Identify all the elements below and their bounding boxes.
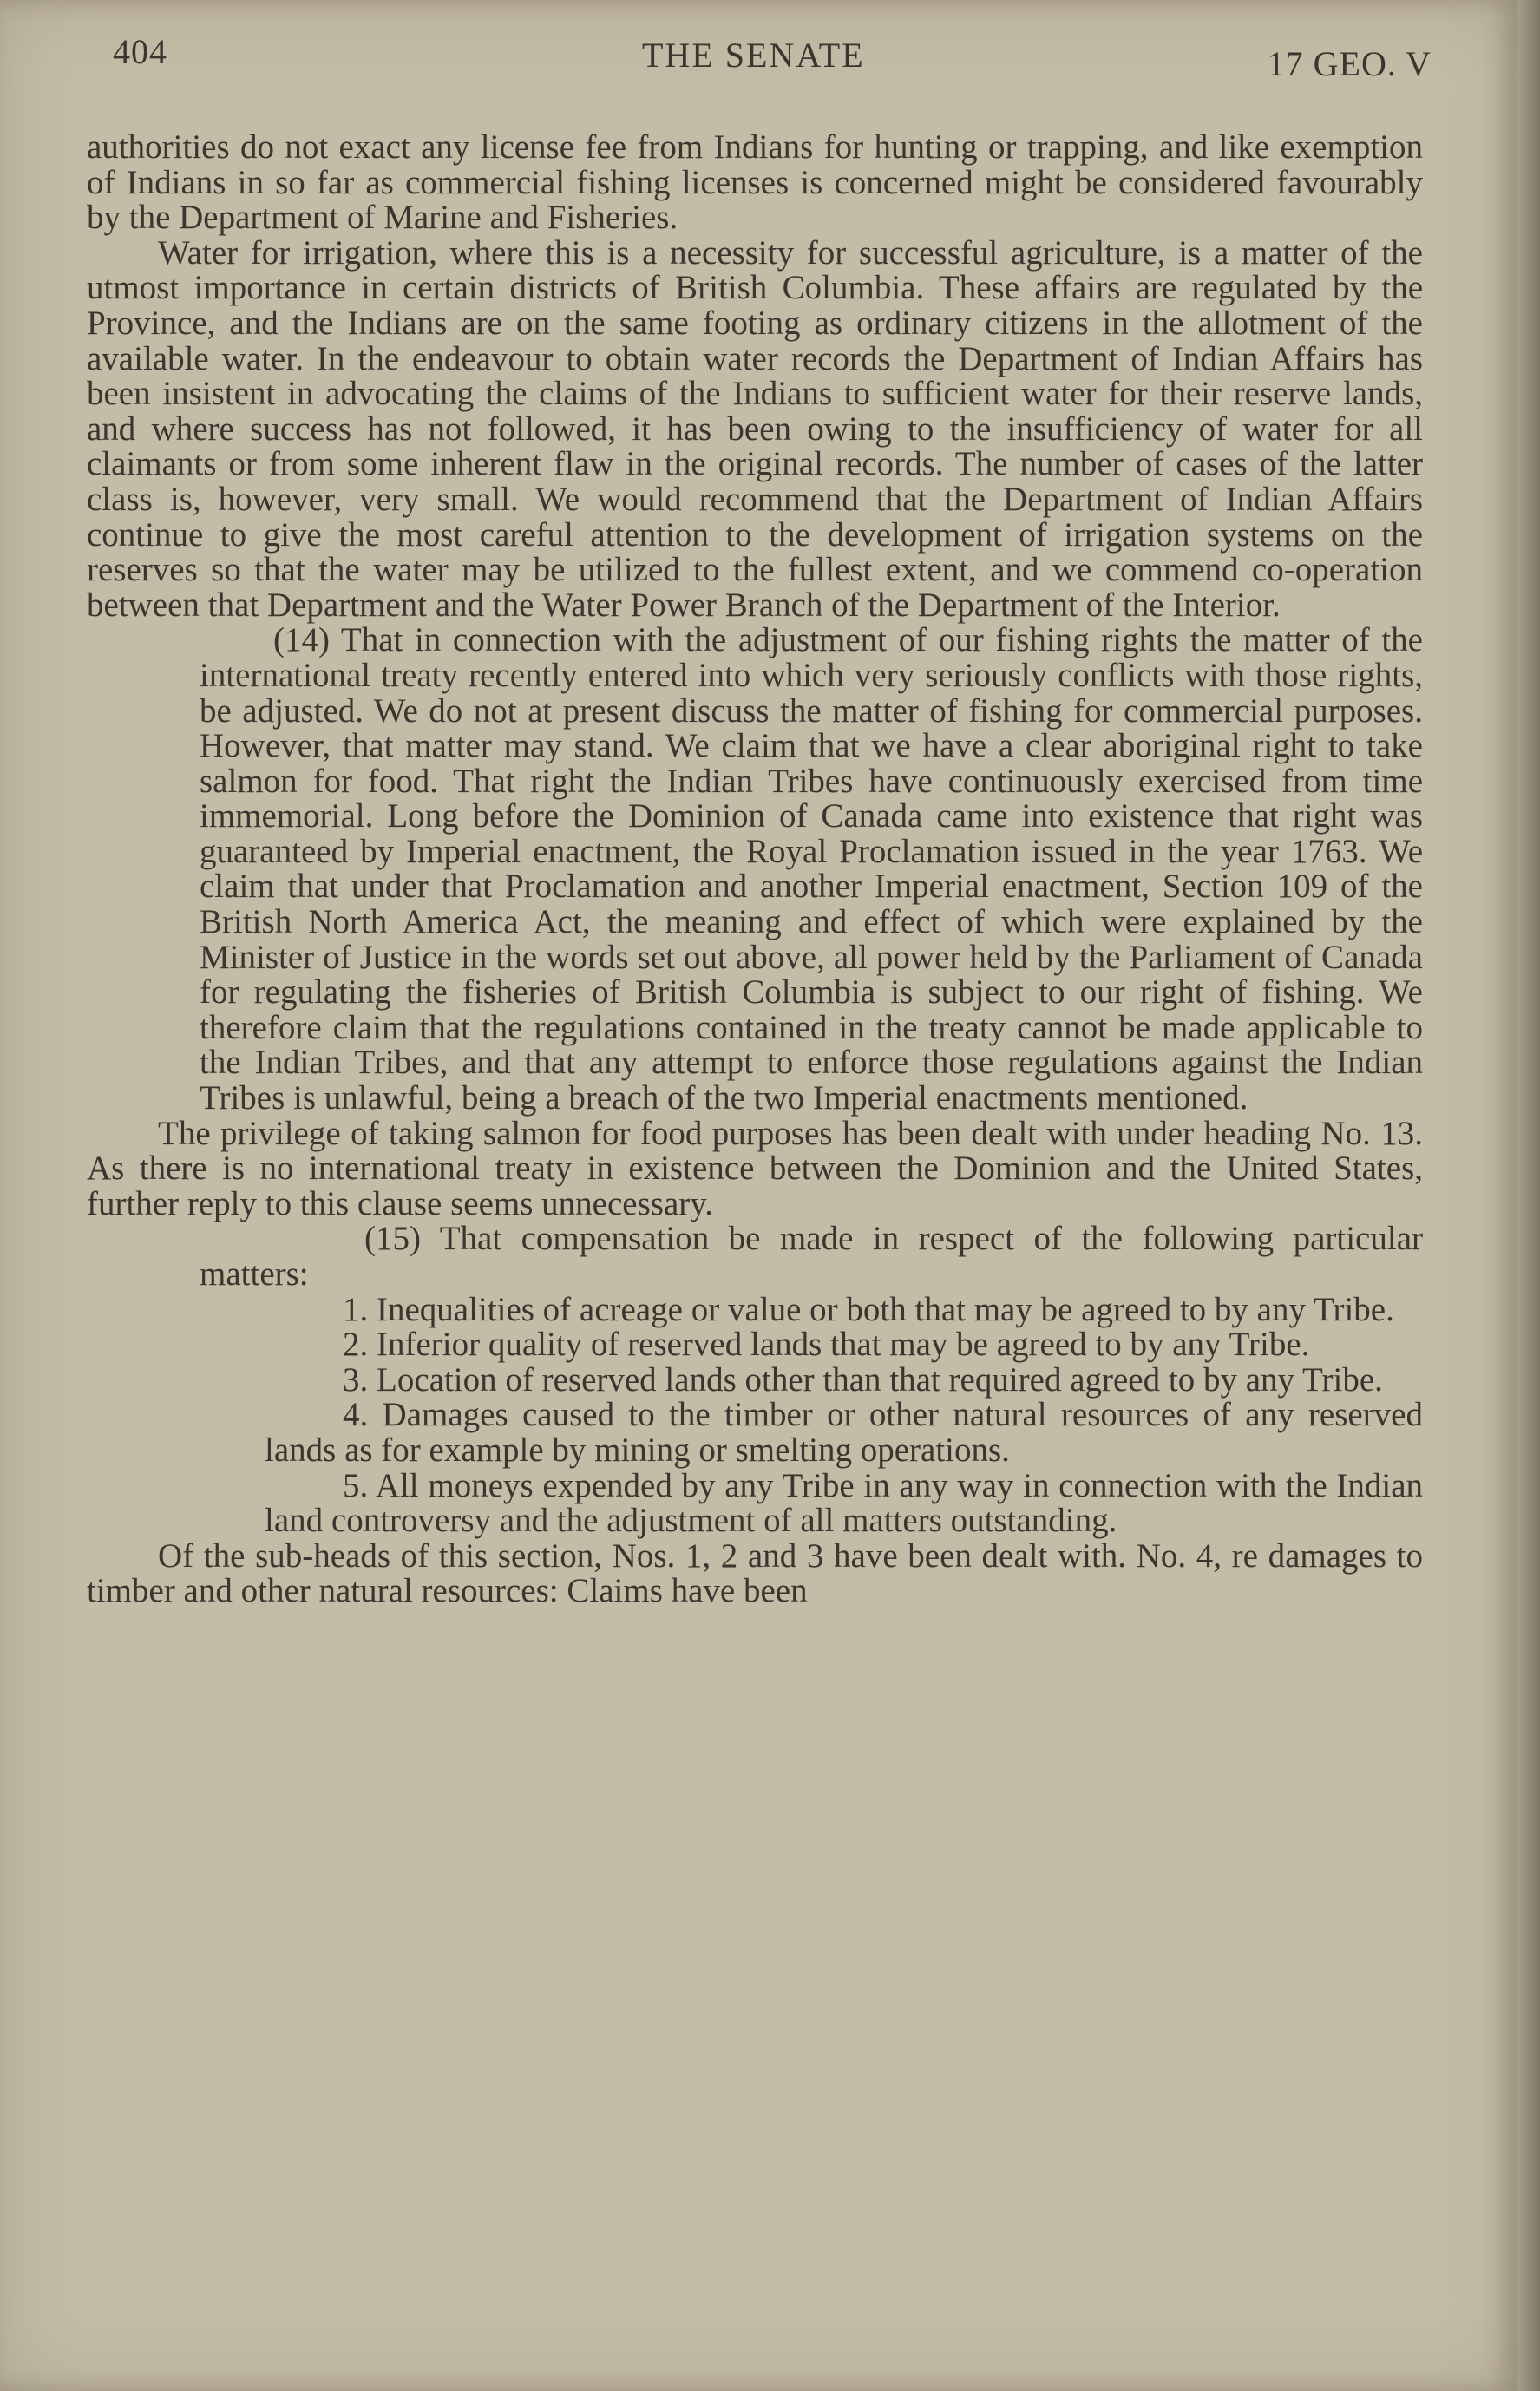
paragraph-closing: Of the sub-heads of this section, Nos. 1, 2 and 3 have been dealt with. No. 4, re damages to timber and other natural resources: Claims have been (87, 1536, 1423, 1610)
list-item: 5. All moneys expended by any Tribe in any way in connection with the Indian land controversy and the adjustment of all matters outstanding. (265, 1466, 1423, 1540)
list-item: 4. Damages caused to the timber or other natural resources of any reserved lands as for example by mining or smelting operations. (265, 1396, 1423, 1469)
page-body (87, 130, 1423, 1609)
page-edge (1517, 0, 1540, 2391)
list-item: 3. Location of reserved lands other than that required agreed to by any Tribe. (343, 1360, 1383, 1399)
running-title: THE SENATE (642, 36, 865, 75)
page-number: 404 (113, 32, 167, 71)
paragraph-salmon-reply: The privilege of taking salmon for food purposes has been dealt with under heading No. 13. As there is no international treaty in existence between the Dominion and the United States, further reply to this clause seems unnecessary. (87, 1114, 1423, 1222)
regnal-year: 17 GEO. V (1267, 44, 1432, 83)
list-item: 2. Inferior quality of reserved lands that may be agreed to by any Tribe. (343, 1326, 1310, 1364)
paragraph-irrigation: Water for irrigation, where this is a necessity for successful agriculture, is a matter of the utmost importance in certain districts of British Columbia. These affairs are regulated by the Province, and the Indians are on the same footing as ordinary citizens in the allotment of the available water. In the endeavour to obtain water records the Department of Indian Affairs has been insistent in advocating the claims of the Indians to sufficient water for their reserve lands, and where success has not followed, it has been owing to the insufficiency of water for all claimants or from some inherent flaw in the original records. The number of cases of the latter class is, however, very small. We would recommend that the Department of Indian Affairs continue to give the most careful attention to the development of irrigation systems on the reserves so that the water may be utilized to the fullest extent, and we commend co-operation between that Department and the Water Power Branch of the Department of the Interior. (87, 233, 1423, 624)
paragraph-claim-15: (15) That compensation be made in respect of the following particular matters: (200, 1220, 1423, 1293)
paragraph-claim-14: (14) That in connection with the adjustment of our fishing rights the matter of the international treaty recently entered into which very seriously conflicts with those rights, be adjusted. We do not at present discuss the matter of fishing for commercial purposes. However, that matter may stand. We claim that we have a clear aboriginal right to take salmon for food. That right the Indian Tribes have continuously exercised from time immemorial. Long before the Dominion of Canada came into existence that right was guaranteed by Imperial enactment, the Royal Proclamation issued in the year 1763. We claim that under that Proclamation and another Imperial enactment, Section 109 of the British North America Act, the meaning and effect of which were explained by the Minister of Justice in the words set out above, all power held by the Parliament of Canada for regulating the fisheries of British Columbia is subject to our right of fishing. We therefore claim that the regulations contained in the treaty cannot be made applicable to the Indian Tribes, and that any attempt to enforce those regulations against the Indian Tribes is unlawful, being a breach of the two Imperial enactments mentioned. (200, 621, 1423, 1117)
page-header (113, 31, 1432, 83)
paragraph-fishing-licenses: authorities do not exact any license fee from Indians for hunting or trapping, and like exemption of Indians in so far as commercial fishing licenses is concerned might be considered favourably by the Department of Marine and Fisheries. (87, 128, 1423, 237)
list-item: 1. Inequalities of acreage or value or both that may be agreed to by any Tribe. (343, 1290, 1394, 1328)
